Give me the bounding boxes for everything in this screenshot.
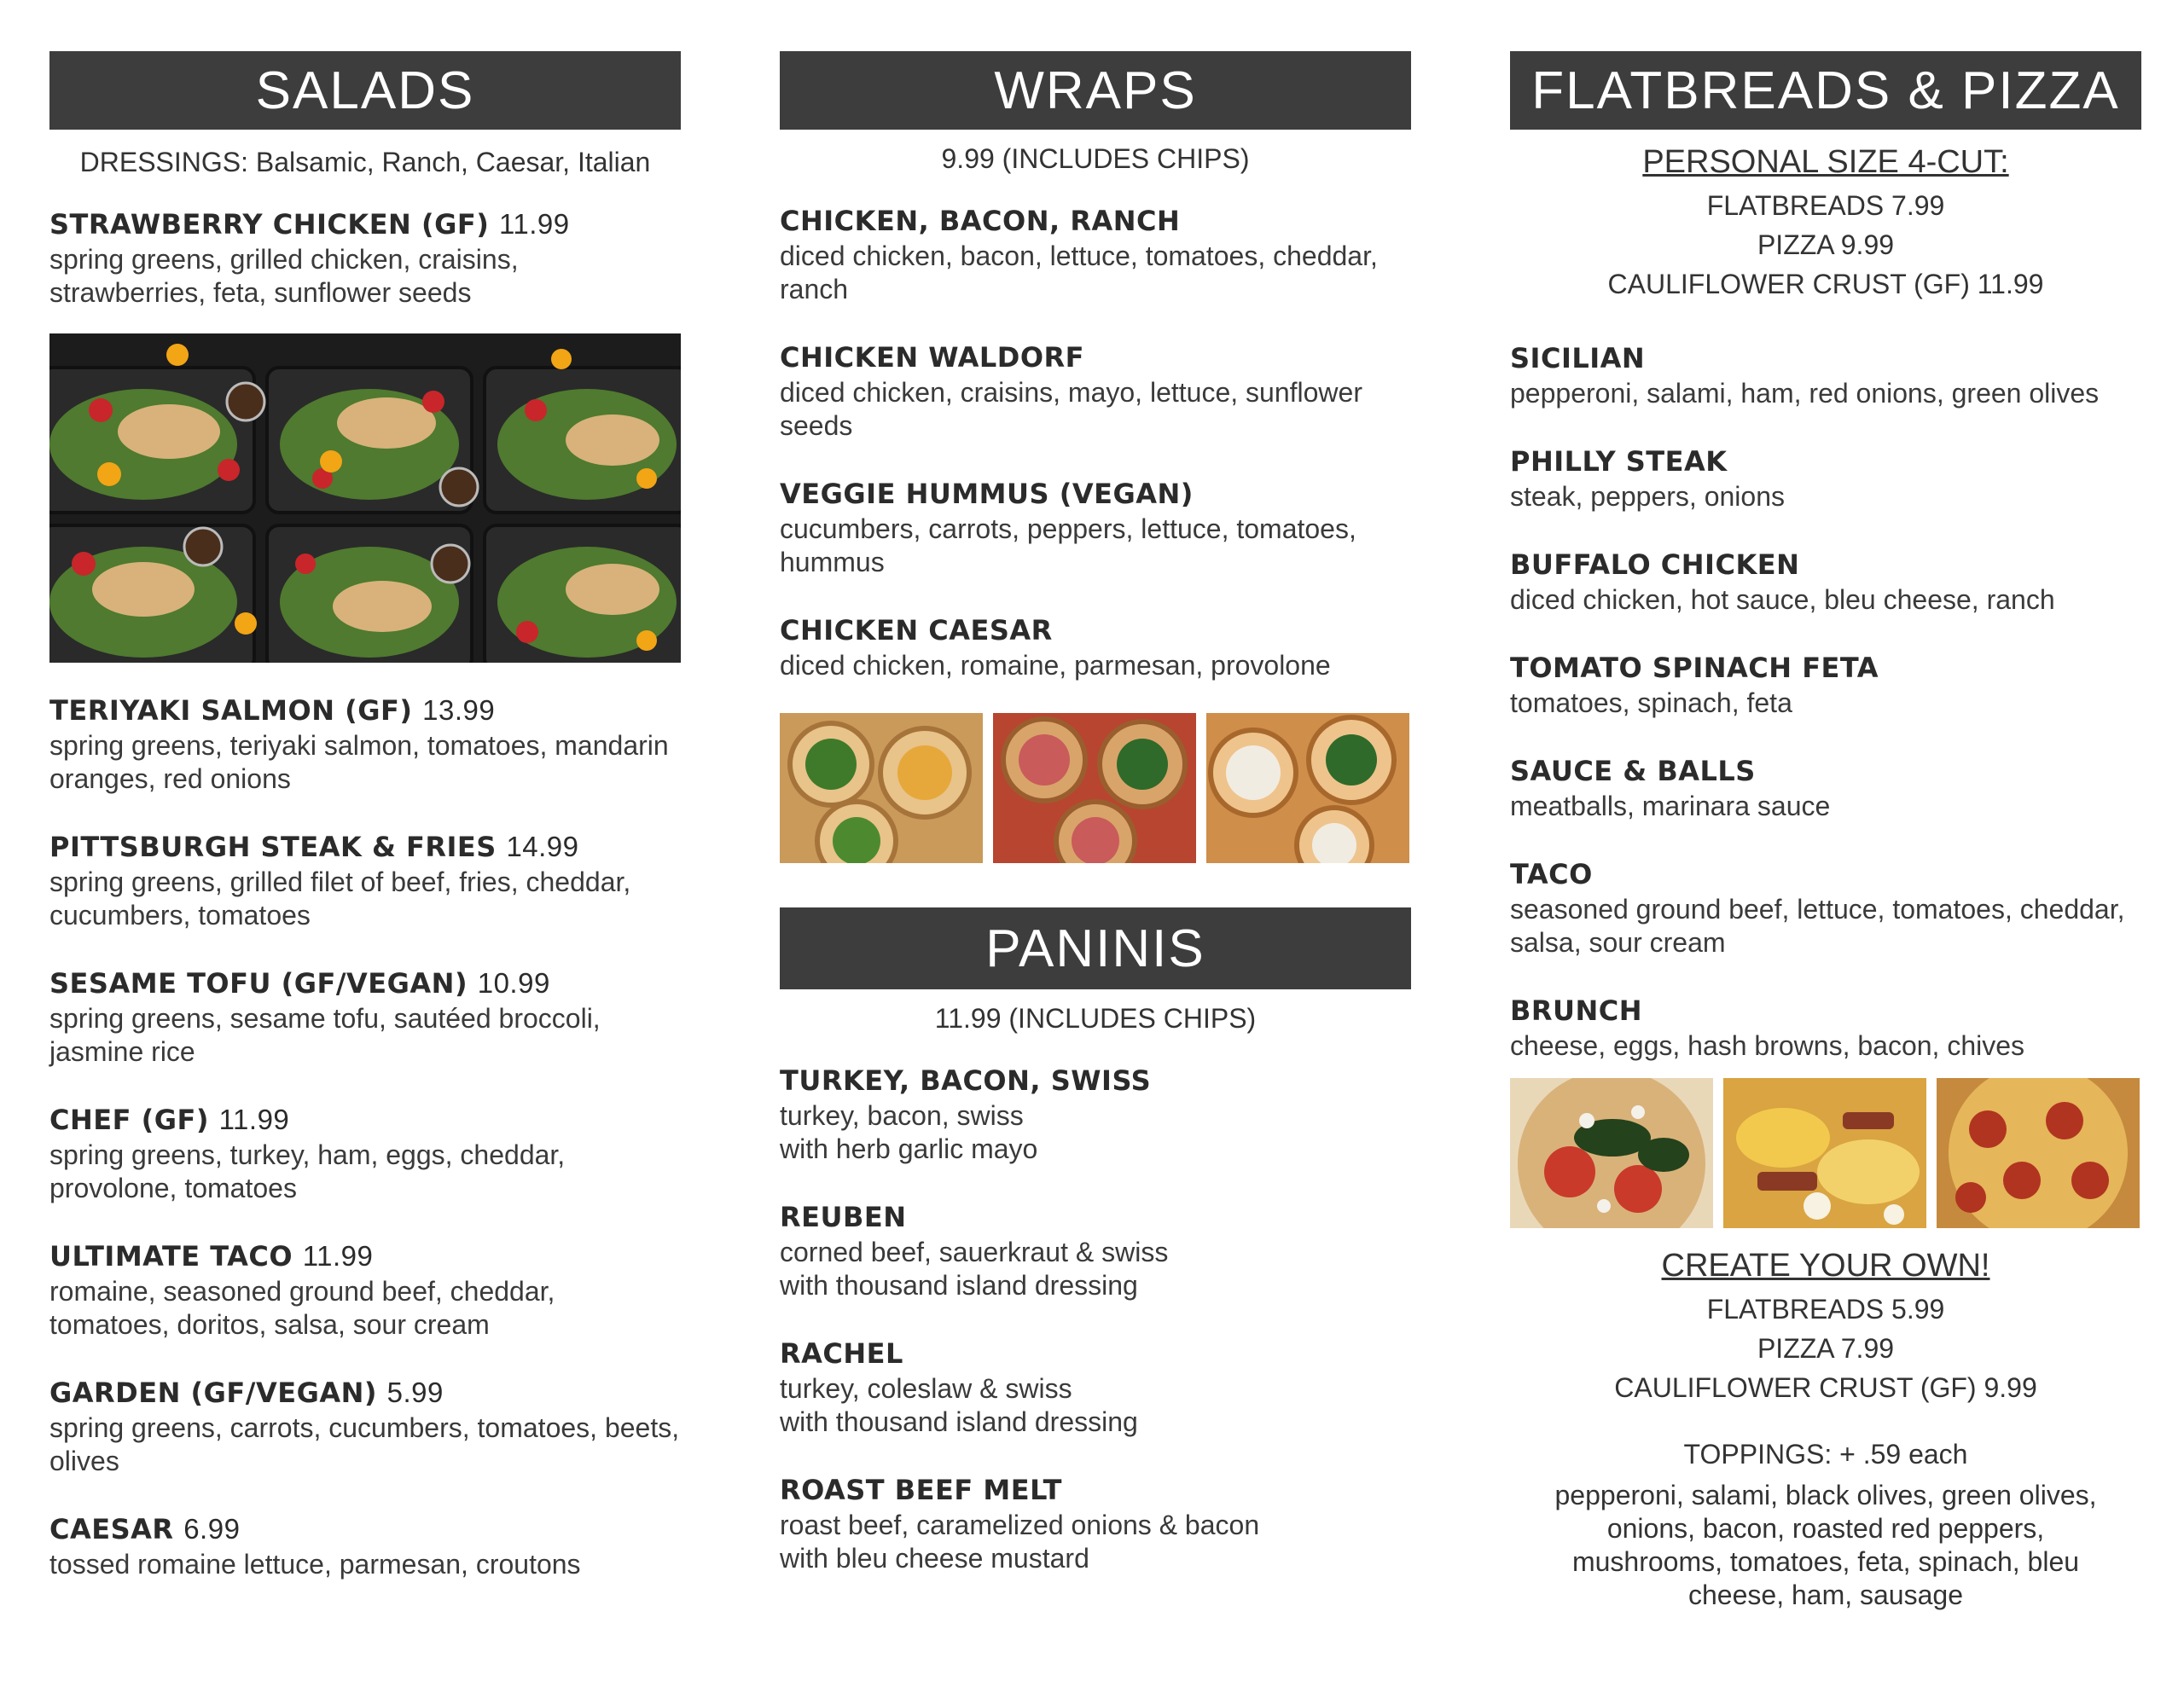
menu-item [49,965,681,1069]
item-description: spring greens, carrots, cucumbers, tomatoes, beets, olives [49,1412,680,1476]
menu-item [780,202,1411,306]
pizza-photo [1510,1078,1713,1228]
wraps-section [780,51,1411,1575]
item-name: TOMATO SPINACH FETA [1510,652,1879,684]
salads-section [49,51,681,1581]
item-price: 11.99 [498,208,570,240]
item-name: ULTIMATE TACO [49,1240,293,1272]
item-description: with thousand island dressing [780,1270,1138,1301]
item-name: CHICKEN CAESAR [780,614,1053,646]
item-name: SAUCE & BALLS [1510,755,1756,787]
flatbreads-section [1510,51,2141,1612]
toppings-label: TOPPINGS: + .59 each [1683,1439,1968,1470]
item-price: 10.99 [477,967,550,999]
paninis-subtitle: 11.99 (INCLUDES CHIPS) [934,1003,1257,1034]
salad-photo [49,333,681,663]
item-name: PHILLY STEAK [1510,445,1728,478]
item-description: cheese, eggs, hash browns, bacon, chives [1510,1030,2025,1061]
dressings-line: DRESSINGS: Balsamic, Ranch, Caesar, Italian [79,147,651,177]
menu-item [780,1198,1411,1302]
price-line: PIZZA 7.99 [1757,1333,1895,1364]
wraps-subtitle: 9.99 (INCLUDES CHIPS) [941,143,1250,174]
menu-item [1510,546,2141,617]
price-line: FLATBREADS 5.99 [1706,1294,1945,1325]
wrap-photo [1206,713,1409,863]
item-description: with herb garlic mayo [780,1133,1038,1164]
item-name: SESAME TOFU (GF/VEGAN) [49,967,468,1000]
menu-item [780,1471,1411,1575]
item-price: 14.99 [506,831,579,862]
create-your-own-block [1510,1242,2141,1407]
item-description: turkey, coleslaw & swiss [780,1373,1072,1404]
item-description: tossed romaine lettuce, parmesan, croutons [49,1549,581,1580]
menu-item [49,1374,681,1478]
item-description: spring greens, turkey, ham, eggs, cheddar, provolone, tomatoes [49,1139,566,1203]
item-name: RACHEL [780,1337,903,1370]
item-name: CAESAR [49,1513,174,1545]
menu-item [780,1062,1411,1166]
menu-item [1510,443,2141,513]
item-name: PITTSBURGH STEAK & FRIES [49,831,497,863]
item-description: spring greens, teriyaki salmon, tomatoes, mandarin oranges, red onions [49,730,669,794]
menu-item [1510,992,2141,1063]
item-price: 11.99 [218,1104,290,1135]
item-description: seasoned ground beef, lettuce, tomatoes, cheddar, salsa, sour cream [1510,894,2125,958]
menu-item [1510,752,2141,823]
wraps-header: WRAPS [780,51,1411,130]
personal-size-heading: PERSONAL SIZE 4-CUT: [1642,144,2009,180]
item-description: steak, peppers, onions [1510,481,1785,512]
item-name: REUBEN [780,1201,907,1233]
item-description: with thousand island dressing [780,1406,1138,1437]
wrap-photo [993,713,1196,863]
create-your-own-heading: CREATE YOUR OWN! [1661,1248,1990,1284]
price-line: PIZZA 9.99 [1757,229,1895,260]
item-description: corned beef, sauerkraut & swiss [780,1237,1169,1267]
item-price: 11.99 [302,1240,374,1272]
menu-item [780,339,1411,443]
item-description: turkey, bacon, swiss [780,1100,1024,1131]
item-name: TACO [1510,858,1593,890]
menu-item [780,612,1411,682]
item-name: BUFFALO CHICKEN [1510,548,1800,581]
item-description: cucumbers, carrots, peppers, lettuce, tomatoes, hummus [780,513,1356,577]
price-line: FLATBREADS 7.99 [1706,190,1945,221]
flatbreads-header: FLATBREADS & PIZZA [1510,51,2141,130]
item-price: 6.99 [183,1513,241,1545]
item-description: diced chicken, romaine, parmesan, provolone [780,650,1331,681]
menu-item [1510,339,2141,410]
personal-size-block [1510,138,2141,304]
menu-item [49,1101,681,1205]
pizza-photo [1723,1078,1926,1228]
pizza-photo [1937,1078,2140,1228]
item-description: diced chicken, hot sauce, bleu cheese, ranch [1510,584,2055,615]
toppings-list: pepperoni, salami, black olives, green olives, onions, bacon, roasted red peppers, mushrooms, tomatoes, feta, spinach, bleu cheese, ham, sausage [1554,1480,2097,1610]
menu-item [780,475,1411,579]
menu-item [49,692,681,796]
menu-item [1510,855,2141,959]
item-description: meatballs, marinara sauce [1510,791,1831,821]
item-name: ROAST BEEF MELT [780,1474,1062,1506]
item-description: pepperoni, salami, ham, red onions, green olives [1510,378,2100,409]
item-price: 13.99 [422,694,496,726]
item-name: TERIYAKI SALMON (GF) [49,694,413,727]
salads-header: SALADS [49,51,681,130]
menu-item [49,206,681,310]
item-description: tomatoes, spinach, feta [1510,687,1792,718]
pizza-photo-row [1510,1078,2141,1228]
item-name: CHICKEN, BACON, RANCH [780,205,1181,237]
menu-item [49,1238,681,1342]
item-description: diced chicken, bacon, lettuce, tomatoes, cheddar, ranch [780,241,1378,304]
price-line: CAULIFLOWER CRUST (GF) 11.99 [1607,269,2044,299]
menu-item [1510,649,2141,720]
item-description: diced chicken, craisins, mayo, lettuce, sunflower seeds [780,377,1362,441]
item-name: VEGGIE HUMMUS (VEGAN) [780,478,1194,510]
paninis-header: PANINIS [780,907,1411,989]
menu-item [49,1510,681,1581]
item-description: with bleu cheese mustard [780,1543,1089,1574]
wrap-photo [780,713,983,863]
item-name: TURKEY, BACON, SWISS [780,1064,1152,1097]
item-name: CHEF (GF) [49,1104,209,1136]
item-name: SICILIAN [1510,342,1646,374]
wraps-photo-row [780,713,1411,863]
item-description: roast beef, caramelized onions & bacon [780,1510,1260,1540]
item-price: 5.99 [386,1377,444,1408]
menu-item [780,1335,1411,1439]
item-description: spring greens, grilled chicken, craisins, strawberries, feta, sunflower seeds [49,244,519,308]
item-description: romaine, seasoned ground beef, cheddar, tomatoes, doritos, salsa, sour cream [49,1276,555,1340]
item-name: GARDEN (GF/VEGAN) [49,1377,378,1409]
item-description: spring greens, grilled filet of beef, fries, cheddar, cucumbers, tomatoes [49,867,631,930]
menu-item [49,828,681,932]
item-name: BRUNCH [1510,994,1643,1027]
item-description: spring greens, sesame tofu, sautéed broccoli, jasmine rice [49,1003,601,1067]
item-name: STRAWBERRY CHICKEN (GF) [49,208,490,241]
item-name: CHICKEN WALDORF [780,341,1085,374]
price-line: CAULIFLOWER CRUST (GF) 9.99 [1614,1372,2037,1403]
